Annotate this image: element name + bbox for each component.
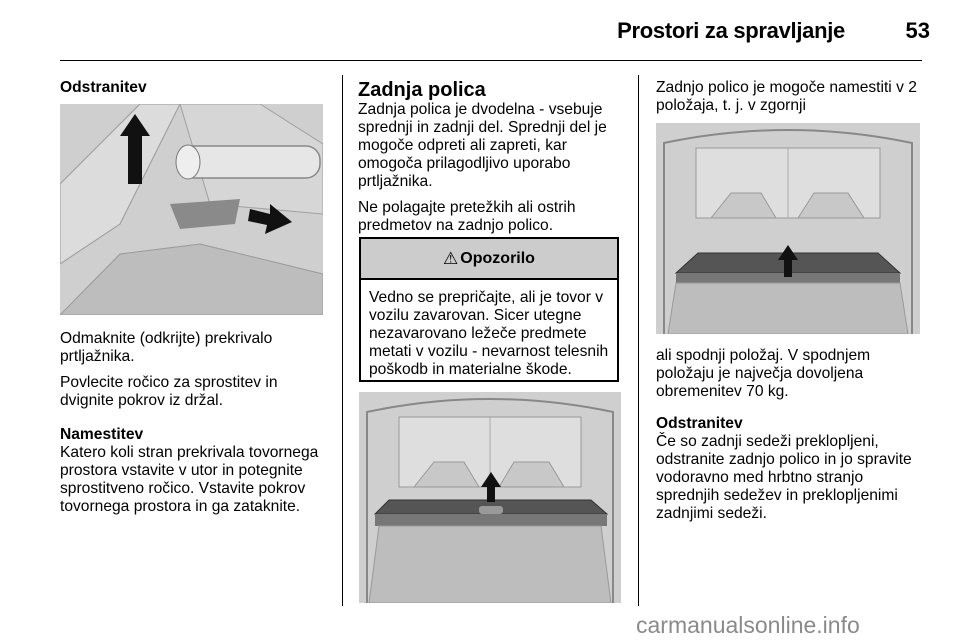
- col3-para3: Če so zadnji sedeži preklopljeni, odstranite zadnjo polico in jo spravite vodoravno med hrbtno stranjo sprednjih sedežev in preklopljenimi zadnjimi sedeži.: [656, 433, 912, 522]
- col2-body: [358, 79, 626, 243]
- col1-heading1: Odstranitev: [60, 79, 147, 96]
- watermark: carmanualsonline.info: [636, 612, 860, 638]
- col3-top: [656, 79, 926, 123]
- col1-para2: Povlecite ročico za sprostitev in dvignite pokrov iz držal.: [60, 374, 278, 409]
- column-divider-2: [638, 75, 639, 606]
- col1-heading2: Namestitev: [60, 426, 144, 443]
- col3-para2: ali spodnji položaj. V spodnjem položaju je največja dovoljena obremenitev 70 kg.: [656, 347, 871, 400]
- col2-para2: Ne polagajte pretežkih ali ostrih predmetov na zadnjo polico.: [358, 199, 576, 234]
- shelf-upper-illustration: [656, 123, 920, 334]
- page-number: 53: [905, 18, 930, 43]
- col1-heading-removal: [60, 79, 330, 97]
- col1-para3: Katero koli stran prekrivala tovornega prostora vstavite v utor in potegnite sprostitveno ročico. Vstavite pokrov tovornega prostora in ga zataknite.: [60, 444, 319, 515]
- column-divider-1: [342, 75, 343, 606]
- figure-cover-removal: [60, 104, 323, 315]
- figure-shelf-upper: [656, 123, 920, 334]
- page-header-title: Prostori za spravljanje: [617, 18, 845, 43]
- col3-para1: Zadnjo polico je mogoče namestiti v 2 položaja, t. j. v zgornji: [656, 79, 917, 114]
- col1-para1: Odmaknite (odkrijte) prekrivalo prtljažnika.: [60, 330, 273, 365]
- shelf-lower-illustration: [359, 392, 621, 603]
- warning-header: [361, 239, 617, 280]
- cover-removal-illustration: [60, 104, 323, 315]
- col3-heading: Odstranitev: [656, 415, 743, 432]
- figure-shelf-lower: [359, 392, 621, 603]
- warning-text: Vedno se prepričajte, ali je tovor v vozilu zavarovan. Sicer utegne nezavarovano ležeče predmete metati v vozilu - nevarnost telesnih poškodb in materialne škode.: [369, 289, 609, 378]
- warning-title: Opozorilo: [460, 249, 535, 267]
- header-rule: [60, 60, 922, 61]
- col1-body: [60, 330, 332, 524]
- warning-box: [359, 237, 619, 382]
- col3-body: [656, 347, 926, 531]
- warning-icon: ⚠: [443, 248, 459, 268]
- section-title-rear-shelf: Zadnja polica: [358, 79, 486, 101]
- col2-para1: Zadnja polica je dvodelna - vsebuje sprednji in zadnji del. Sprednji del je mogoče odpreti ali zapreti, kar omogoča prilagodljivo uporabo prtljažnika.: [358, 101, 607, 190]
